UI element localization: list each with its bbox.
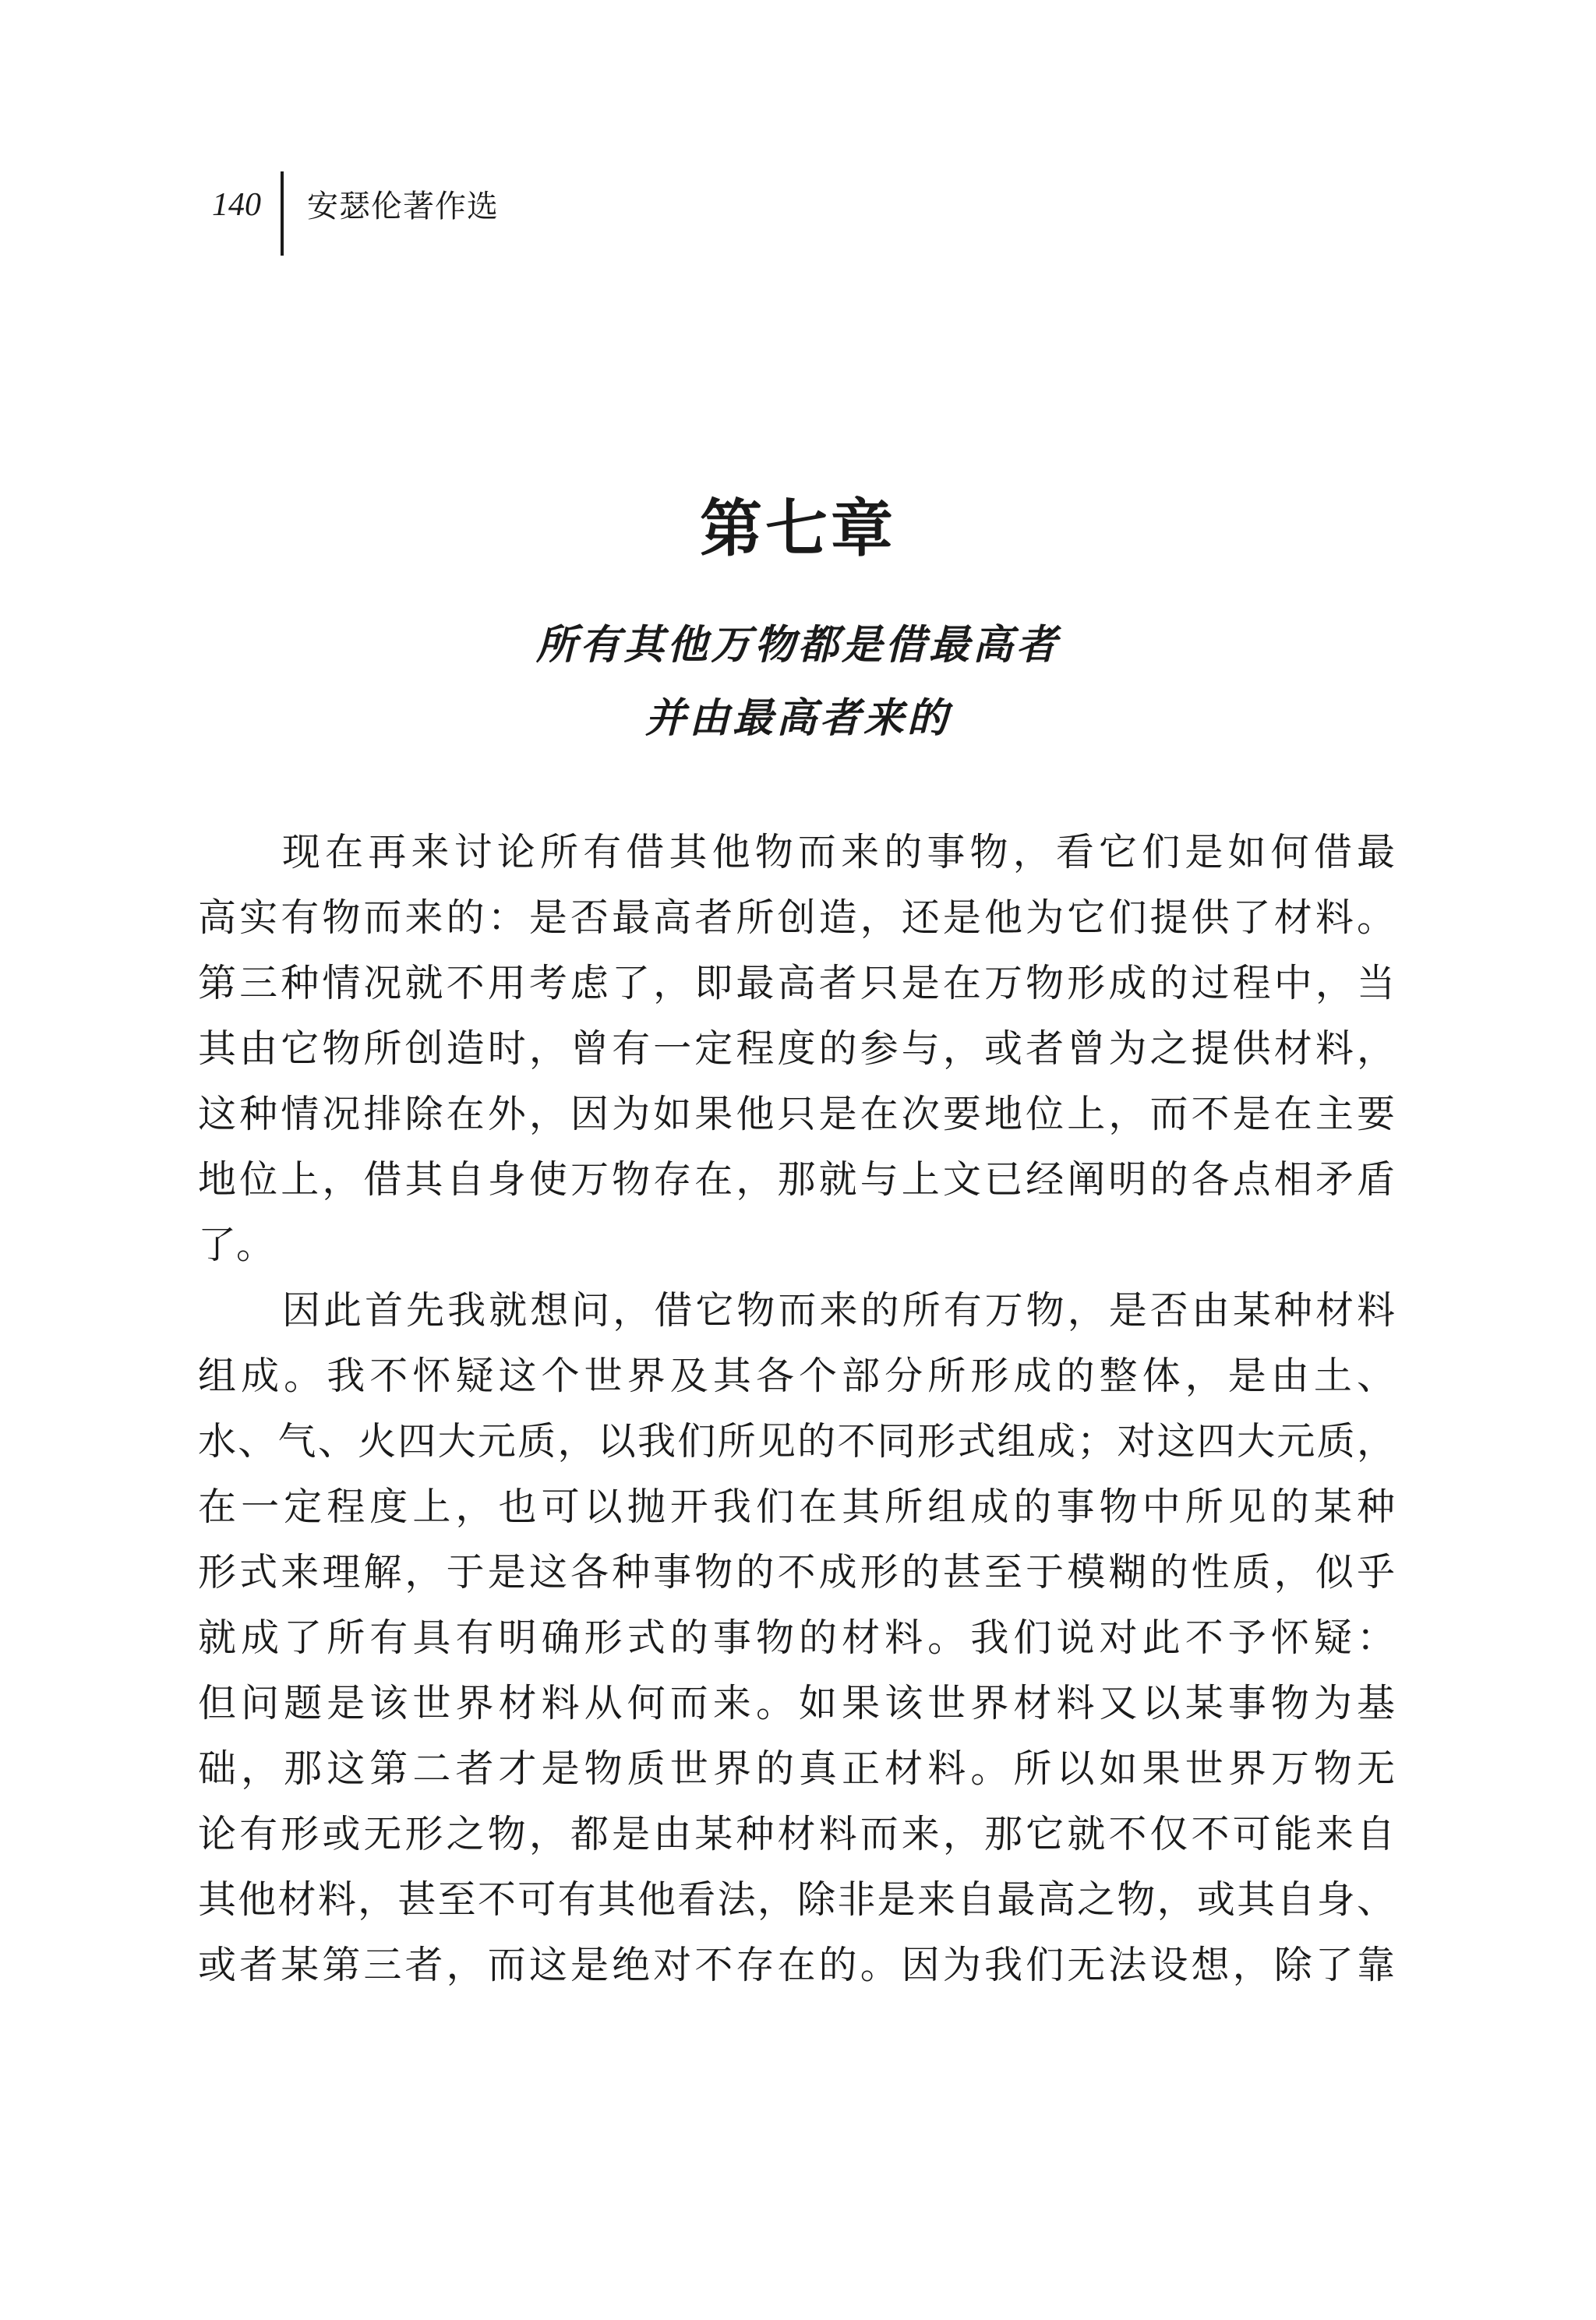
chapter-subtitle-line-1: 所有其他万物都是借最高者 — [535, 621, 1060, 669]
text-line: 高实有物而来的：是否最高者所创造，还是他为它们提供了材料。 — [198, 895, 1395, 940]
body-text — [198, 820, 1395, 1998]
text-line: 在一定程度上，也可以抛开我们在其所组成的事物中所见的某种 — [198, 1485, 1395, 1529]
text-line: 础，那这第二者才是物质世界的真正材料。所以如果世界万物无 — [198, 1746, 1395, 1791]
book-title: 安瑟伦著作选 — [307, 189, 499, 224]
text-line: 其由它物所创造时，曾有一定程度的参与，或者曾为之提供材料， — [198, 1026, 1395, 1071]
text-line: 论有形或无形之物，都是由某种材料而来，那它就不仅不可能来自 — [198, 1812, 1395, 1856]
text-line: 这种情况排除在外，因为如果他只是在次要地位上，而不是在主要 — [198, 1092, 1395, 1136]
text-line: 就成了所有具有明确形式的事物的材料。我们说对此不予怀疑： — [198, 1616, 1395, 1660]
text-line: 现在再来讨论所有借其他物而来的事物，看它们是如何借最 — [282, 830, 1395, 874]
chapter-title: 第七章 — [700, 492, 896, 565]
text-line: 或者某第三者，而这是绝对不存在的。因为我们无法设想，除了靠 — [198, 1943, 1395, 1987]
text-line: 第三种情况就不用考虑了，即最高者只是在万物形成的过程中，当 — [198, 961, 1395, 1005]
header-divider — [281, 171, 284, 256]
text-line: 其他材料，甚至不可有其他看法，除非是来自最高之物，或其自身、 — [198, 1877, 1395, 1922]
text-line: 但问题是该世界材料从何而来。如果该世界材料又以某事物为基 — [198, 1681, 1395, 1725]
text-line: 地位上，借其自身使万物存在，那就与上文已经阐明的各点相矛盾 — [198, 1157, 1395, 1202]
chapter-subtitle-line-2: 并由最高者来的 — [644, 694, 951, 742]
text-line: 组成。我不怀疑这个世界及其各个部分所形成的整体，是由土、 — [198, 1354, 1395, 1398]
text-line: 形式来理解，于是这各种事物的不成形的甚至于模糊的性质，似乎 — [198, 1550, 1395, 1594]
text-line: 因此首先我就想问，借它物而来的所有万物，是否由某种材料 — [282, 1288, 1395, 1333]
text-line: 水、气、火四大元质，以我们所见的不同形式组成；对这四大元质， — [198, 1419, 1395, 1464]
text-line: 了。 — [198, 1223, 275, 1267]
page-number: 140 — [212, 187, 261, 223]
